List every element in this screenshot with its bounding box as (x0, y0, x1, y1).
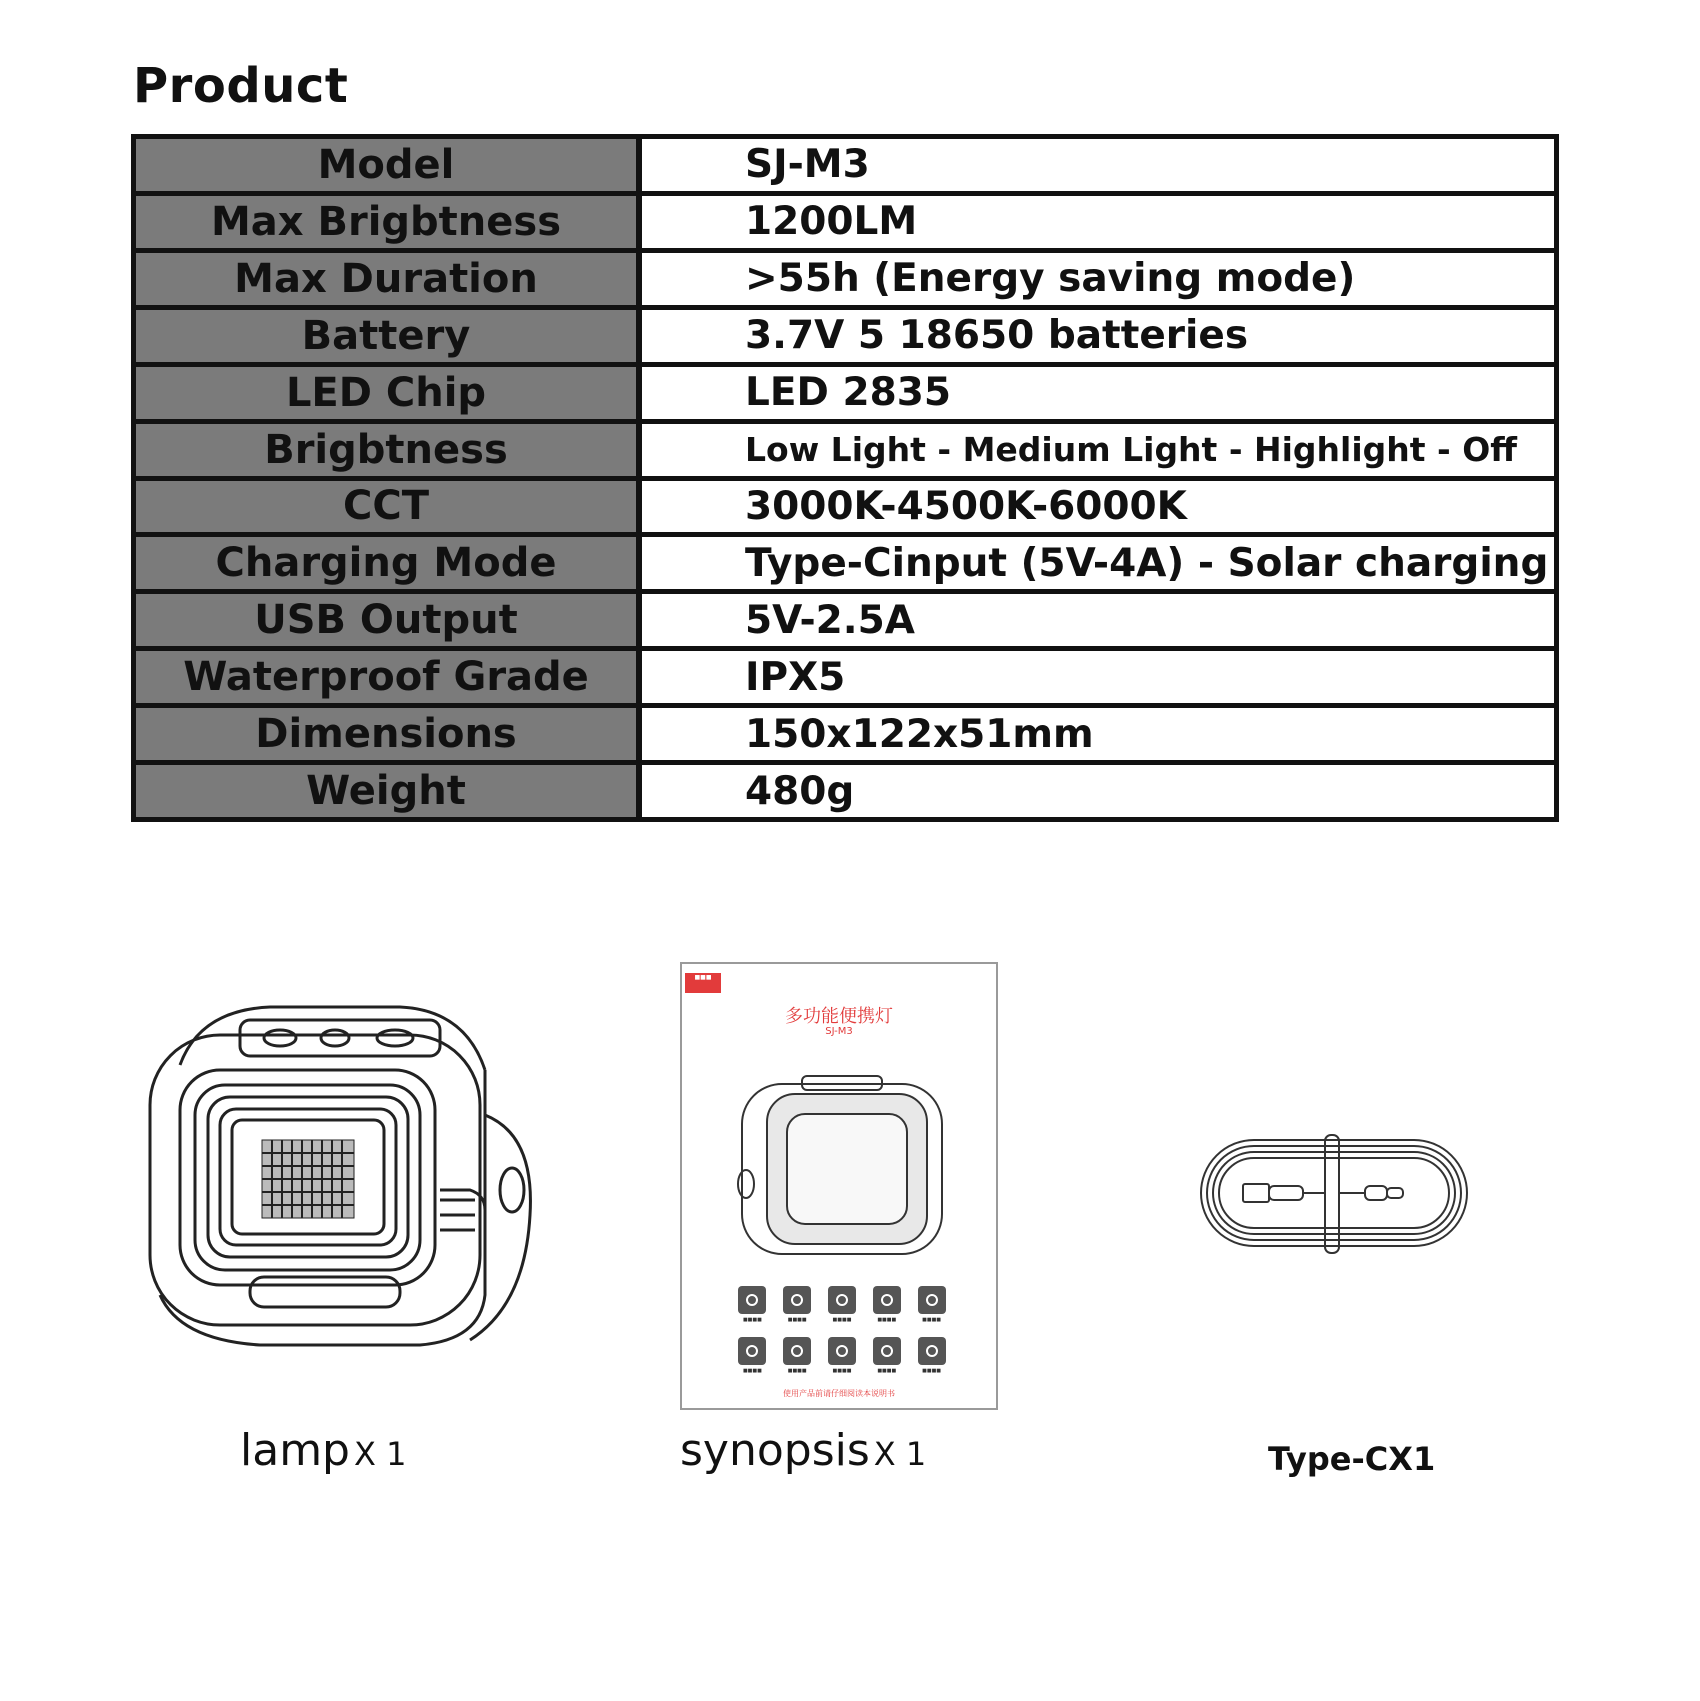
manual-feature-icon: ■■■■ (775, 1337, 820, 1374)
spec-row (136, 139, 1554, 191)
spec-value: Type-Cinput (5V-4A) - Solar charging (642, 537, 1554, 589)
spec-value: SJ-M3 (642, 139, 1554, 191)
manual-note: 使用产品前请仔细阅读本说明书 (783, 1389, 895, 1398)
spec-key: USB Output (136, 594, 636, 646)
spec-value: LED 2835 (642, 367, 1554, 419)
spec-key: LED Chip (136, 367, 636, 419)
manual-feature-icon: ■■■■ (820, 1337, 865, 1374)
manual-feature-icon: ■■■■ (775, 1286, 820, 1323)
manual-feature-icon: ■■■■ (730, 1337, 775, 1374)
spec-value: 150x122x51mm (642, 708, 1554, 760)
spec-key: Battery (136, 310, 636, 362)
spec-row (136, 765, 1554, 817)
spec-table (131, 134, 1559, 822)
type-c-cable-illustration (1195, 1130, 1475, 1260)
spec-row (136, 537, 1554, 589)
spec-row (136, 594, 1554, 646)
spec-key: Max Brigbtness (136, 196, 636, 248)
spec-key: Max Duration (136, 253, 636, 305)
spec-row (136, 253, 1554, 305)
lamp-name: lamp (240, 1425, 350, 1476)
product-heading: Product (133, 58, 349, 114)
spec-value: Low Light - Medium Light - Highlight - Off (642, 424, 1554, 476)
spec-key: Dimensions (136, 708, 636, 760)
spec-key: Charging Mode (136, 537, 636, 589)
manual-feature-icon: ■■■■ (909, 1337, 954, 1374)
spec-value: IPX5 (642, 651, 1554, 703)
manual-model: SJ-M3 (825, 1026, 853, 1037)
spec-row (136, 424, 1554, 476)
spec-key: CCT (136, 481, 636, 533)
lamp-label (240, 1425, 406, 1476)
lamp-qty: X 1 (353, 1435, 407, 1473)
spec-value: 3000K-4500K-6000K (642, 481, 1554, 533)
manual-feature-icon: ■■■■ (864, 1337, 909, 1374)
manual-lamp-image (732, 1064, 952, 1264)
cable-label: Type-CX1 (1268, 1440, 1436, 1478)
spec-row (136, 481, 1554, 533)
spec-row (136, 310, 1554, 362)
spec-value: >55h (Energy saving mode) (642, 253, 1554, 305)
manual-qty: X 1 (873, 1435, 927, 1473)
manual-label (680, 1425, 926, 1476)
manual-name: synopsis (680, 1425, 870, 1476)
lamp-illustration (140, 995, 540, 1365)
manual-booklet (680, 962, 998, 1410)
spec-key: Weight (136, 765, 636, 817)
manual-feature-icon: ■■■■ (864, 1286, 909, 1323)
spec-value: 480g (642, 765, 1554, 817)
manual-logo: ■■■ (685, 973, 721, 993)
spec-value: 1200LM (642, 196, 1554, 248)
spec-row (136, 196, 1554, 248)
spec-value: 5V-2.5A (642, 594, 1554, 646)
manual-title: 多功能便携灯 (785, 1006, 893, 1027)
spec-row (136, 651, 1554, 703)
manual-feature-icon: ■■■■ (730, 1286, 775, 1323)
spec-row (136, 367, 1554, 419)
manual-feature-grid (730, 1286, 954, 1374)
spec-key: Model (136, 139, 636, 191)
spec-key: Brigbtness (136, 424, 636, 476)
manual-feature-icon: ■■■■ (820, 1286, 865, 1323)
manual-feature-icon: ■■■■ (909, 1286, 954, 1323)
spec-value: 3.7V 5 18650 batteries (642, 310, 1554, 362)
spec-key: Waterproof Grade (136, 651, 636, 703)
spec-row (136, 708, 1554, 760)
